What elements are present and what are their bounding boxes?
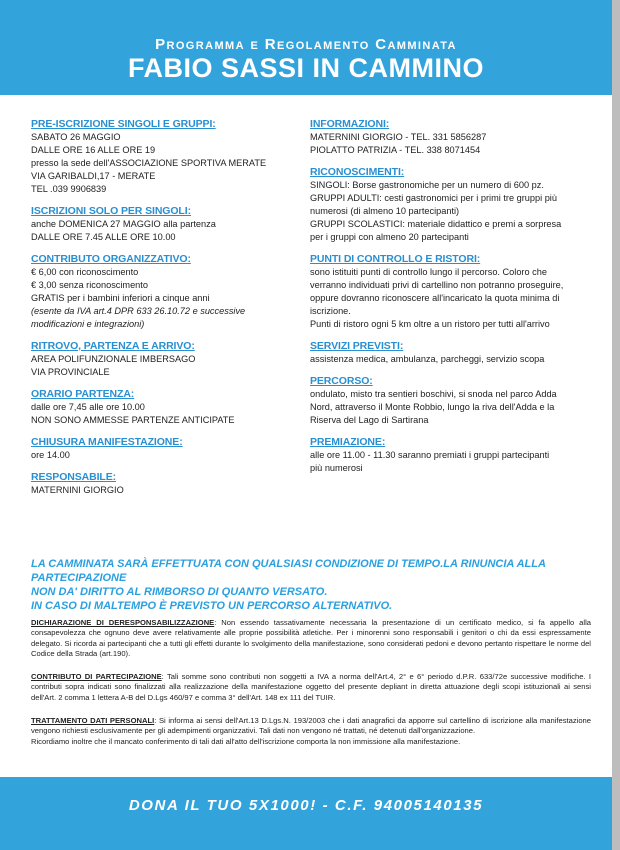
section-title: PRE-ISCRIZIONE SINGOLI E GRUPPI: bbox=[31, 118, 216, 130]
section-preiscrizione bbox=[31, 118, 281, 196]
section-chiusura bbox=[31, 436, 281, 462]
section-line: GRATIS per i bambini inferiori a cinque anni bbox=[31, 293, 210, 303]
left-column bbox=[31, 118, 281, 506]
section-title: CHIUSURA MANIFESTAZIONE: bbox=[31, 436, 183, 448]
legal-text: : Non essendo tassativamente necessaria la presentazione di un certificato medico, si fa appello alla consapevolezza che ognuno deve avere relativamente alle proprie possibilità atletiche. Per i minorenni sono responsabili i genitori o chi da essi espressamente delegato. Si ricorda ai partecipanti che a tutti gli effetti durante lo svolgimento della manifestazione, sono considerati pedoni e devono pertanto rispettare le norme del Codice della Strada (art.190). bbox=[31, 618, 591, 658]
section-title: RESPONSABILE: bbox=[31, 471, 117, 483]
section-line: TEL .039 9906839 bbox=[31, 184, 107, 194]
section-line: DALLE ORE 16 ALLE ORE 19 bbox=[31, 145, 156, 155]
section-percorso bbox=[310, 375, 595, 427]
section-premiazione bbox=[310, 436, 595, 475]
header-subtitle: Programma e Regolamento Camminata bbox=[155, 36, 457, 53]
section-orario-partenza bbox=[31, 388, 281, 427]
legal-text: : Tali somme sono contributi non soggetti a IVA a norma dell'Art.4, 2° e 6° periodo d.P.R. 633/72e successive modifiche. I contributi sopra indicati sono finalizzati alla realizzazione della manifestazione oggetto del presente depliant in diretta attuazione degli scopi istituzionali ai sensi dell'Art. 2 comma 1 lettera A-B del D.Lgs 460/97 e comma 3° dell'Art. 148 ex 111 del TUIR. bbox=[31, 672, 591, 702]
section-line: anche DOMENICA 27 MAGGIO alla partenza bbox=[31, 219, 216, 229]
legal-label: TRATTAMENTO DATI PERSONALI bbox=[31, 716, 155, 725]
header-title: FABIO SASSI IN CAMMINO bbox=[127, 53, 484, 83]
section-line: Nord, attraverso il Monte Robbio, lungo la riva dell'Adda e la bbox=[310, 402, 555, 412]
section-servizi bbox=[310, 340, 595, 366]
right-column bbox=[310, 118, 595, 484]
legal-label: CONTRIBUTO DI PARTECIPAZIONE bbox=[31, 672, 162, 681]
section-line: Punti di ristoro ogni 5 km oltre a un ristoro per tutti all'arrivo bbox=[310, 319, 550, 329]
section-riconoscimenti bbox=[310, 166, 595, 244]
section-line: € 6,00 con riconoscimento bbox=[31, 267, 139, 277]
section-ritrovo bbox=[31, 340, 281, 379]
section-line: dalle ore 7,45 alle ore 10.00 bbox=[31, 402, 145, 412]
section-title: PUNTI DI CONTROLLO E RISTORI: bbox=[310, 253, 481, 265]
section-line: DALLE ORE 7.45 ALLE ORE 10.00 bbox=[31, 232, 176, 242]
section-line: numerosi (di almeno 10 partecipanti) bbox=[310, 206, 460, 216]
legal-text: : Si informa ai sensi dell'Art.13 D.Lgs.N. 193/2003 che i dati anagrafici da apporre sul cartellino di iscrizione alla manifestazione vengono richiesti esclusivamente per gli adempimenti organizzativi. Tali dati non vengono né trattati, né detenuti dall'organizzazione. bbox=[31, 716, 591, 736]
section-line: MATERNINI GIORGIO bbox=[31, 485, 124, 495]
section-line: ondulato, misto tra sentieri boschivi, si snoda nel parco Adda bbox=[310, 389, 557, 399]
section-line: € 3,00 senza riconoscimento bbox=[31, 280, 148, 290]
section-line: MATERNINI GIORGIO - TEL. 331 5856287 bbox=[310, 132, 487, 142]
section-line: per i gruppi con almeno 20 partecipanti bbox=[310, 232, 469, 242]
section-line: alle ore 11.00 - 11.30 saranno premiati i gruppi partecipanti bbox=[310, 450, 550, 460]
section-line: GRUPPI ADULTI: cesti gastronomici per i primi tre gruppi più bbox=[310, 193, 557, 203]
section-line: verranno individuati privi di cartellino non potranno proseguire, bbox=[310, 280, 564, 290]
notice-line: IN CASO DI MALTEMPO È PREVISTO UN PERCORSO ALTERNATIVO. bbox=[31, 600, 393, 612]
donation-text: DONA IL TUO 5X1000! - C.F. 94005140135 bbox=[128, 797, 484, 814]
section-line: sono istituiti punti di controllo lungo il percorso. Coloro che bbox=[310, 267, 547, 277]
section-iscrizioni-singoli bbox=[31, 205, 281, 244]
section-line: iscrizione. bbox=[310, 306, 351, 316]
section-title: SERVIZI PREVISTI: bbox=[310, 340, 404, 352]
notice-line: NON DA' DIRITTO AL RIMBORSO DI QUANTO VERSATO. bbox=[31, 586, 328, 598]
section-line: NON SONO AMMESSE PARTENZE ANTICIPATE bbox=[31, 415, 235, 425]
section-title: RICONOSCIMENTI: bbox=[310, 166, 405, 178]
section-line: SINGOLI: Borse gastronomiche per un numero di 600 pz. bbox=[310, 180, 544, 190]
legal-contributo bbox=[31, 672, 591, 703]
section-line: oppure dovranno riconoscere all'incaricato la quota minima di bbox=[310, 293, 560, 303]
section-title: INFORMAZIONI: bbox=[310, 118, 390, 130]
section-title: ORARIO PARTENZA: bbox=[31, 388, 135, 400]
legal-text: Ricordiamo inoltre che il mancato conferimento di tali dati all'atto dell'iscrizione comporta la non immissione alla manifestazione. bbox=[31, 736, 461, 746]
section-responsabile bbox=[31, 471, 281, 497]
section-title: PERCORSO: bbox=[310, 375, 373, 387]
section-informazioni bbox=[310, 118, 595, 157]
section-line-italic: modificazioni e integrazioni) bbox=[31, 319, 145, 329]
header-banner bbox=[0, 0, 612, 95]
section-title: RITROVO, PARTENZA E ARRIVO: bbox=[31, 340, 195, 352]
notice-line: LA CAMMINATA SARÀ EFFETTUATA CON QUALSIASI CONDIZIONE DI TEMPO.LA RINUNCIA ALLA PARTECIPAZIONE bbox=[31, 558, 546, 584]
section-line: più numerosi bbox=[310, 463, 363, 473]
section-title: ISCRIZIONI SOLO PER SINGOLI: bbox=[31, 205, 191, 217]
section-line: assistenza medica, ambulanza, parcheggi, servizio scopa bbox=[310, 354, 545, 364]
section-line: PIOLATTO PATRIZIA - TEL. 338 8071454 bbox=[310, 145, 481, 155]
section-line: presso la sede dell'ASSOCIAZIONE SPORTIVA MERATE bbox=[31, 158, 267, 168]
section-line: SABATO 26 MAGGIO bbox=[31, 132, 121, 142]
section-line: VIA GARIBALDI,17 - MERATE bbox=[31, 171, 156, 181]
weather-notice bbox=[31, 557, 601, 613]
section-punti-controllo bbox=[310, 253, 595, 331]
footer-banner bbox=[0, 777, 612, 850]
section-line: VIA PROVINCIALE bbox=[31, 367, 110, 377]
section-line: GRUPPI SCOLASTICI: materiale didattico e premi a sorpresa bbox=[310, 219, 562, 229]
legal-dichiarazione bbox=[31, 618, 591, 659]
legal-trattamento bbox=[31, 716, 591, 747]
section-line-italic: (esente da IVA art.4 DPR 633 26.10.72 e successive bbox=[31, 306, 246, 316]
section-line: ore 14.00 bbox=[31, 450, 70, 460]
section-title: CONTRIBUTO ORGANIZZATIVO: bbox=[31, 253, 191, 265]
legal-label: DICHIARAZIONE DI DERESPONSABILIZZAZIONE bbox=[31, 618, 215, 627]
section-contributo bbox=[31, 253, 281, 331]
section-line: AREA POLIFUNZIONALE IMBERSAGO bbox=[31, 354, 196, 364]
section-title: PREMIAZIONE: bbox=[310, 436, 386, 448]
section-line: Riserva del Lago di Sartirana bbox=[310, 415, 429, 425]
